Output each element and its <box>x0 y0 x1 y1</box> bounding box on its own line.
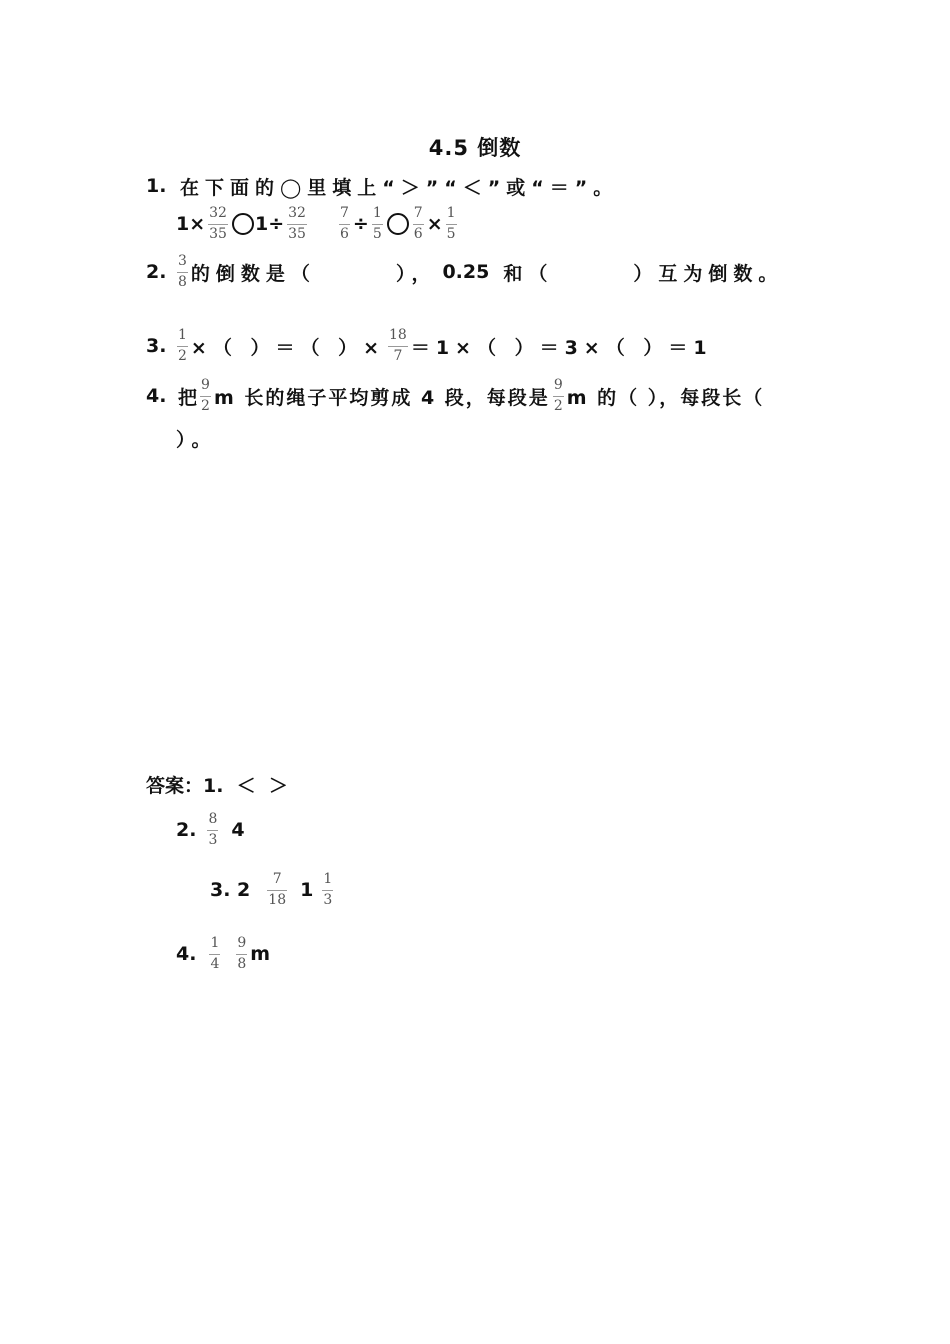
fraction: $\frac{7}{6}$ <box>340 205 349 242</box>
question-number: 2. <box>146 261 167 283</box>
fraction: $\frac{32}{35}$ <box>209 205 227 242</box>
answer-4 <box>176 930 270 978</box>
page-title: 4.5 倒数 <box>428 136 522 160</box>
question-number: 1. <box>146 175 167 197</box>
answer-1 <box>146 760 288 808</box>
question-text: ）， <box>395 262 437 285</box>
question-2 <box>146 248 783 296</box>
question-1-expression-b <box>336 200 460 248</box>
answer-text: 1. ＜ ＞ <box>203 774 288 797</box>
answer-value: 1 <box>300 879 314 901</box>
comparison-circle[interactable] <box>232 213 254 235</box>
question-4-continued <box>176 414 217 462</box>
equation-text: ＝1×（ ）＝3×（ ）＝1 <box>410 336 713 359</box>
answer-value: 4 <box>231 819 245 841</box>
operator: ÷ <box>352 213 369 235</box>
equation-text: ×（ ）＝（ ）× <box>190 336 385 359</box>
question-3 <box>146 322 713 370</box>
fraction: $\frac{7}{6}$ <box>413 205 423 242</box>
fraction: $\frac{9}{2}$ <box>553 377 563 414</box>
question-text: m 长的绳子平均剪成 4 段，每段是 <box>213 386 550 409</box>
fraction: $\frac{7}{18}$ <box>268 871 287 908</box>
question-text: 和（ <box>503 262 554 285</box>
answer-number: 3. 2 <box>210 879 251 901</box>
answer-unit: m <box>250 943 271 965</box>
fraction: $\frac{32}{35}$ <box>288 205 306 242</box>
question-text: 在下面的◯里填上“＞”“＜”或“＝”。 <box>180 176 619 199</box>
question-text: m 的（ ），每段长（ <box>566 386 765 409</box>
fraction: $\frac{8}{3}$ <box>208 811 218 848</box>
fraction: $\frac{1}{4}$ <box>210 935 220 972</box>
fraction: $\frac{3}{8}$ <box>178 253 187 290</box>
question-number: 3. <box>146 335 167 357</box>
answer-number: 2. <box>176 819 197 841</box>
answer-2 <box>176 806 245 854</box>
value-text: 0.25 <box>442 261 490 283</box>
question-text: 把 <box>178 386 198 409</box>
fraction: $\frac{1}{5}$ <box>446 205 456 242</box>
expr-text: 1× <box>176 213 206 235</box>
question-text: ）互为倒数。 <box>633 262 784 285</box>
fraction: $\frac{18}{7}$ <box>389 327 407 364</box>
question-text: ）。 <box>176 428 217 451</box>
expr-text: 1÷ <box>254 213 285 235</box>
question-1-expression-a <box>176 200 310 248</box>
fraction: $\frac{9}{8}$ <box>237 935 247 972</box>
answer-number: 4. <box>176 943 197 965</box>
fraction: $\frac{1}{2}$ <box>178 327 187 364</box>
comparison-circle[interactable] <box>387 213 409 235</box>
fraction: $\frac{1}{3}$ <box>323 871 333 908</box>
question-text: 的倒数是（ <box>190 262 316 285</box>
fraction: $\frac{9}{2}$ <box>201 377 210 414</box>
operator: × <box>426 213 443 235</box>
question-number: 4. <box>146 385 167 407</box>
question-4 <box>146 372 764 420</box>
answer-3 <box>210 866 336 914</box>
fraction: $\frac{1}{5}$ <box>372 205 382 242</box>
answer-label: 答案： <box>146 774 204 797</box>
